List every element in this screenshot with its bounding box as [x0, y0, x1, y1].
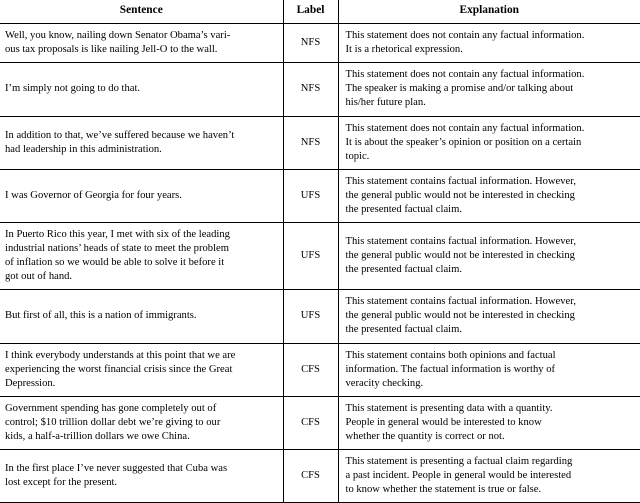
explanation-line: to know whether the statement is true or false.	[345, 484, 542, 496]
cell-sentence	[0, 24, 283, 63]
column-header-explanation: Explanation	[338, 0, 640, 24]
cell-label: NFS	[283, 116, 338, 169]
sentence-line: Depression.	[5, 377, 56, 389]
explanation-line: This statement does not contain any factual information.	[345, 69, 585, 81]
table-row	[0, 223, 640, 290]
explanation-line: the general public would not be interested in checking	[345, 250, 575, 262]
explanation-line: The speaker is making a promise and/or talking about	[345, 83, 574, 95]
cell-explanation	[338, 116, 640, 169]
explanation-line: the general public would not be interested in checking	[345, 310, 575, 322]
sentence-line: In the first place I’ve never suggested that Cuba was	[5, 463, 228, 475]
explanation-line: This statement contains factual information. However,	[345, 175, 577, 187]
explanation-line: a past incident. People in general would be interested	[345, 470, 572, 482]
explanation-line: It is a rhetorical expression.	[345, 44, 463, 56]
sentence-line: got out of hand.	[5, 271, 73, 283]
sentence-line: In Puerto Rico this year, I met with six of the leading	[5, 229, 230, 241]
cell-label: UFS	[283, 290, 338, 343]
table-row	[0, 63, 640, 116]
cell-explanation	[338, 343, 640, 396]
cell-label: CFS	[283, 396, 338, 449]
table-header	[0, 0, 640, 24]
explanation-line: whether the quantity is correct or not.	[345, 430, 505, 442]
cell-sentence	[0, 169, 283, 222]
sentence-line: had leadership in this administration.	[5, 143, 162, 155]
sentence-line: In addition to that, we’ve suffered because we haven’t	[5, 129, 235, 141]
cell-explanation	[338, 396, 640, 449]
explanation-line: People in general would be interested to know	[345, 416, 542, 428]
sentence-line: Government spending has gone completely out of	[5, 402, 217, 414]
table-row	[0, 343, 640, 396]
table-header-row	[0, 0, 640, 24]
cell-sentence	[0, 290, 283, 343]
explanation-line: the presented factual claim.	[345, 203, 462, 215]
sentence-line: I think everybody understands at this point that we are	[5, 349, 236, 361]
cell-sentence	[0, 63, 283, 116]
column-header-sentence: Sentence	[0, 0, 283, 24]
table-body	[0, 24, 640, 503]
explanation-line: his/her future plan.	[345, 97, 426, 109]
table-row	[0, 24, 640, 63]
explanation-line: This statement contains factual information. However,	[345, 236, 577, 248]
sentence-line: industrial nations’ heads of state to meet the problem	[5, 243, 229, 255]
explanation-line: the general public would not be interested in checking	[345, 189, 575, 201]
explanation-line: It is about the speaker’s opinion or position on a certain	[345, 136, 582, 148]
cell-sentence	[0, 116, 283, 169]
cell-sentence	[0, 223, 283, 290]
sentence-line: But first of all, this is a nation of immigrants.	[5, 310, 197, 322]
cell-explanation	[338, 290, 640, 343]
cell-label: NFS	[283, 63, 338, 116]
explanation-line: topic.	[345, 150, 370, 162]
sentence-line: experiencing the worst financial crisis since the Great	[5, 363, 233, 375]
explanation-line: This statement is presenting a factual claim regarding	[345, 456, 573, 468]
explanation-line: This statement contains factual information. However,	[345, 296, 577, 308]
cell-label: UFS	[283, 169, 338, 222]
sentence-line: ous tax proposals is like nailing Jell-O to the wall.	[5, 44, 218, 56]
cell-label: CFS	[283, 450, 338, 503]
cell-explanation	[338, 63, 640, 116]
explanation-line: information. The factual information is worthy of	[345, 363, 556, 375]
table-row	[0, 450, 640, 503]
sentence-line: of inflation so we would be able to solve it before it	[5, 257, 225, 269]
column-header-label: Label	[283, 0, 338, 24]
table-row	[0, 290, 640, 343]
cell-explanation	[338, 450, 640, 503]
explanation-line: the presented factual claim.	[345, 324, 462, 336]
sentence-line: lost except for the present.	[5, 477, 118, 489]
cell-explanation	[338, 223, 640, 290]
explanation-line: This statement does not contain any factual information.	[345, 30, 585, 42]
explanation-line: veracity checking.	[345, 377, 424, 389]
cell-label: NFS	[283, 24, 338, 63]
table-row	[0, 169, 640, 222]
cell-sentence	[0, 450, 283, 503]
explanation-line: This statement contains both opinions and factual	[345, 349, 556, 361]
table-row	[0, 116, 640, 169]
sentence-line: I’m simply not going to do that.	[5, 83, 141, 95]
sentence-line: I was Governor of Georgia for four years.	[5, 189, 182, 201]
cell-sentence	[0, 396, 283, 449]
sentence-line: control; $10 trillion dollar debt we’re giving to our	[5, 416, 221, 428]
sentence-line: Well, you know, nailing down Senator Obama’s vari-	[5, 30, 231, 42]
explanation-line: This statement is presenting data with a quantity.	[345, 402, 553, 414]
cell-explanation	[338, 169, 640, 222]
cell-label: UFS	[283, 223, 338, 290]
cell-sentence	[0, 343, 283, 396]
cell-explanation	[338, 24, 640, 63]
cell-label: CFS	[283, 343, 338, 396]
sentence-line: kids, a half-a-trillion dollars we owe China.	[5, 430, 190, 442]
explanation-line: the presented factual claim.	[345, 264, 462, 276]
table-row	[0, 396, 640, 449]
explanation-line: This statement does not contain any factual information.	[345, 122, 585, 134]
